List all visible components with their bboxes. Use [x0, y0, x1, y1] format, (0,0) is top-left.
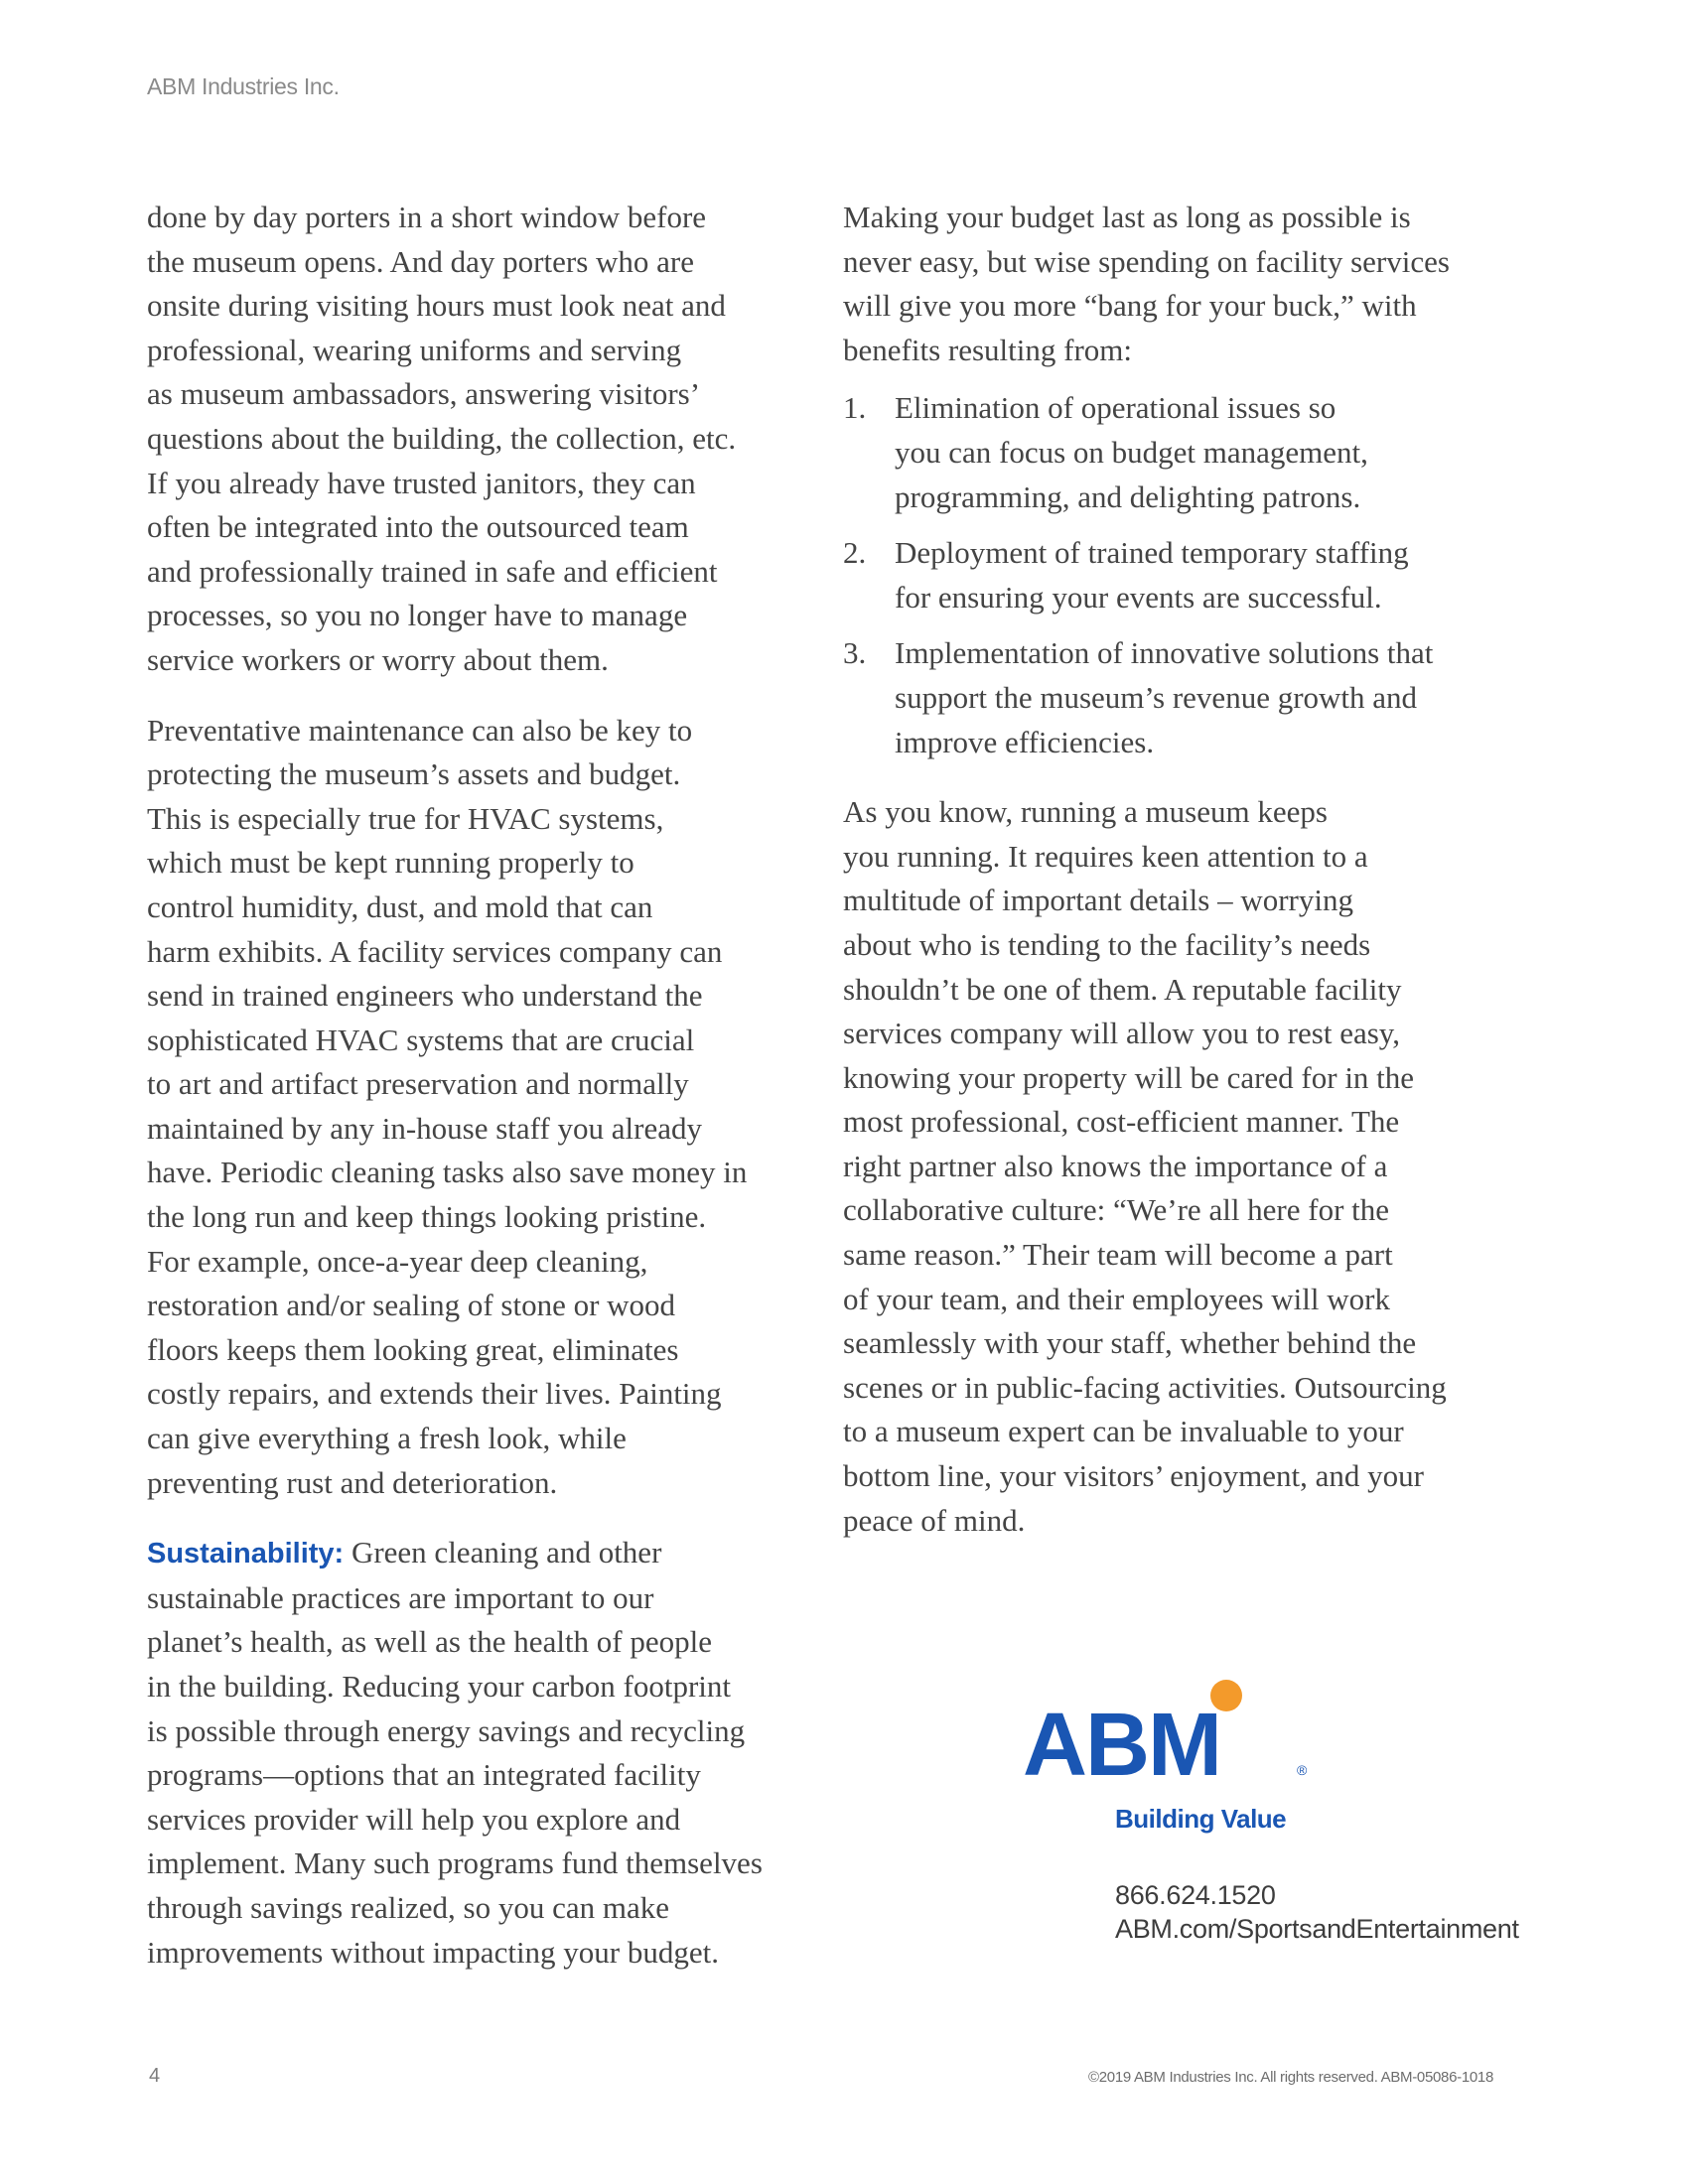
text-line: maintained by any in-house staff you already [147, 1110, 702, 1146]
text-line: done by day porters in a short window before [147, 200, 707, 234]
text-line: service workers or worry about them. [147, 641, 609, 677]
text-line: which must be kept running properly to [147, 845, 634, 881]
list-item-line: you can focus on budget management, [895, 434, 1368, 470]
copyright-notice: ©2019 ABM Industries Inc. All rights reserved. ABM-05086-1018 [1088, 2069, 1493, 2086]
text-line: about who is tending to the facility’s needs [843, 926, 1371, 962]
text-line: sustainable practices are important to our [147, 1579, 654, 1615]
text-line: As you know, running a museum keeps [843, 794, 1328, 830]
text-line: you running. It requires keen attention to a [843, 838, 1368, 874]
logo-wordmark: ABM [1023, 1696, 1220, 1795]
text-line: harm exhibits. A facility services company can [147, 933, 723, 969]
list-item-number: 1. [843, 390, 867, 426]
text-line: costly repairs, and extends their lives. Painting [147, 1376, 722, 1412]
text-line: planet’s health, as well as the health of people [147, 1624, 713, 1660]
list-item-line: support the museum’s revenue growth and [895, 679, 1418, 715]
text-line: shouldn’t be one of them. A reputable facility [843, 971, 1402, 1007]
right-column [843, 196, 1498, 1543]
text-line: professional, wearing uniforms and serving [147, 332, 682, 367]
text-line: control humidity, dust, and mold that can [147, 888, 653, 924]
text-line: send in trained engineers who understand the [147, 978, 703, 1014]
text-line: right partner also knows the importance of a [843, 1148, 1388, 1183]
text-line: scenes or in public-facing activities. Outsourcing [843, 1369, 1447, 1405]
text-line: floors keeps them looking great, eliminates [147, 1331, 679, 1367]
text-line: For example, once-a-year deep cleaning, [147, 1243, 648, 1279]
list-item-line: Elimination of operational issues so [895, 390, 1336, 426]
text-line: to art and artifact preservation and normally [147, 1066, 689, 1102]
paragraph-closing [843, 790, 1498, 1543]
text-line: restoration and/or sealing of stone or wood [147, 1288, 676, 1323]
benefits-list [843, 386, 1498, 764]
text-line: multitude of important details – worrying [843, 883, 1353, 918]
list-item-line: Deployment of trained temporary staffing [895, 535, 1409, 571]
paragraph-sustainability [147, 1531, 822, 1975]
text-line: as museum ambassadors, answering visitors’ [147, 376, 701, 412]
text-line: most professional, cost-efficient manner. The [843, 1104, 1400, 1140]
sustainability-first-text: Green cleaning and other [344, 1535, 662, 1570]
text-line: the museum opens. And day porters who are [147, 243, 694, 279]
contact-phone: 866.624.1520 [1115, 1880, 1276, 1910]
text-line: peace of mind. [843, 1502, 1026, 1538]
text-line: programs—options that an integrated facility [147, 1757, 701, 1793]
text-line: Preventative maintenance can also be key to [147, 712, 693, 748]
text-line: protecting the museum’s assets and budget. [147, 756, 681, 792]
text-line: If you already have trusted janitors, they can [147, 465, 696, 500]
text-line: is possible through energy savings and recycling [147, 1712, 746, 1748]
list-item [843, 531, 1498, 619]
text-line: through savings realized, so you can make [147, 1889, 669, 1925]
paragraph-preventative-maintenance [147, 709, 822, 1506]
text-line: onsite during visiting hours must look neat and [147, 288, 726, 324]
text-line: questions about the building, the collection, etc. [147, 420, 737, 456]
text-line: preventing rust and deterioration. [147, 1464, 558, 1500]
abm-logo [1023, 1680, 1321, 1841]
text-line: often be integrated into the outsourced team [147, 509, 689, 545]
paragraph-day-porters [147, 196, 822, 683]
header-company: ABM Industries Inc. [147, 73, 340, 99]
contact-block [1115, 1878, 1519, 1946]
text-line: seamlessly with your staff, whether behind the [843, 1325, 1417, 1361]
text-line: services company will allow you to rest easy, [843, 1016, 1401, 1051]
text-line: implement. Many such programs fund themselves [147, 1845, 763, 1881]
list-item-line: for ensuring your events are successful. [895, 579, 1382, 614]
text-line: of your team, and their employees will work [843, 1281, 1390, 1316]
text-line: services provider will help you explore and [147, 1801, 681, 1837]
list-item [843, 631, 1498, 764]
text-line: can give everything a fresh look, while [147, 1421, 627, 1456]
logo-registered-mark: ® [1297, 1762, 1308, 1778]
list-item-line: programming, and delighting patrons. [895, 478, 1361, 514]
sustainability-heading: Sustainability: [147, 1538, 345, 1570]
text-line: processes, so you no longer have to manage [147, 598, 688, 633]
text-line: have. Periodic cleaning tasks also save money in [147, 1155, 748, 1190]
list-item [843, 386, 1498, 519]
page-number: 4 [149, 2065, 161, 2087]
text-line: knowing your property will be cared for in the [843, 1059, 1415, 1095]
text-line: bottom line, your visitors’ enjoyment, and your [843, 1458, 1424, 1494]
text-line: will give you more “bang for your buck,” with [843, 288, 1417, 324]
text-line: to a museum expert can be invaluable to your [843, 1414, 1404, 1449]
logo-tagline: Building Value [1115, 1804, 1287, 1834]
text-line: collaborative culture: “We’re all here for the [843, 1192, 1390, 1228]
text-line: benefits resulting from: [843, 332, 1132, 367]
text-line: and professionally trained in safe and efficient [147, 553, 718, 589]
left-column [147, 196, 822, 1975]
list-item-number: 3. [843, 635, 867, 671]
contact-url[interactable]: ABM.com/SportsandEntertainment [1115, 1914, 1519, 1944]
list-item-line: Implementation of innovative solutions that [895, 635, 1434, 671]
paragraph-budget-intro [843, 196, 1498, 372]
text-line: in the building. Reducing your carbon footprint [147, 1669, 732, 1704]
sustainability-first-line [147, 1531, 822, 1576]
text-line: sophisticated HVAC systems that are crucial [147, 1022, 695, 1057]
list-item-line: improve efficiencies. [895, 724, 1155, 759]
text-line: never easy, but wise spending on facility services [843, 243, 1450, 279]
text-line: Making your budget last as long as possible is [843, 200, 1411, 234]
sustainability-body [147, 1576, 822, 1975]
text-line: the long run and keep things looking pristine. [147, 1199, 707, 1235]
list-item-number: 2. [843, 535, 867, 571]
text-line: improvements without impacting your budget. [147, 1934, 719, 1970]
text-line: This is especially true for HVAC systems, [147, 800, 664, 836]
text-line: same reason.” Their team will become a part [843, 1237, 1393, 1273]
